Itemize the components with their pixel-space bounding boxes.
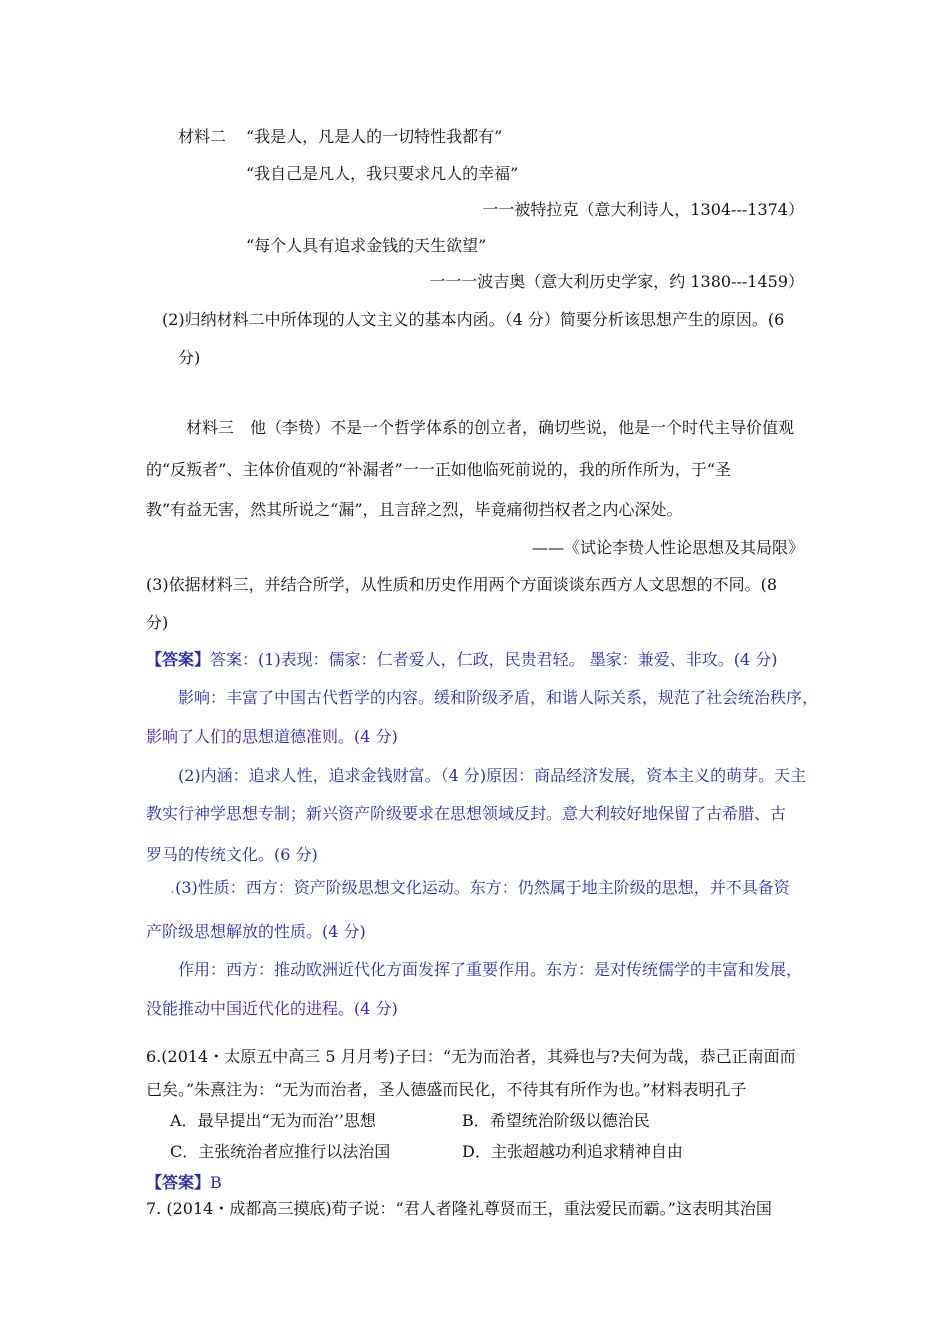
question6-line2: 已矣。”朱熹注为：“无为而治者，圣人德盛而民化，不待其有所作为也。”材料表明孔子 [146, 1080, 747, 1099]
answer-line5: 教实行神学思想专制；新兴资产阶级要求在思想领域反封。意大利较好地保留了古希腊、古 [146, 804, 787, 823]
answer-text: 答案：(1)表现：儒家：仁者爱人，仁政，民贵君轻。 墨家：兼爱、非攻。(4 分) [210, 650, 778, 669]
answer-line7: .(3)性质：西方：资产阶级思想文化运动。东方：仍然属于地主阶级的思想，并不具备资 [170, 878, 790, 897]
answer-tag: 【答案】 [146, 650, 211, 669]
answer-line3: 影响了人们的思想道德准则。(4 分) [146, 727, 398, 746]
question6-answer: 【答案】B [146, 1173, 222, 1192]
question3-line1: (3)依据材料三，并结合所学，从性质和历史作用两个方面谈谈东西方人文思想的不同。(8 [146, 575, 778, 594]
answer-line1 [146, 650, 778, 670]
question6-option-a: A．最早提出“无为而治’’思想 [170, 1111, 376, 1130]
question6-option-b: B．希望统治阶级以德治民 [462, 1111, 650, 1130]
question3-line2: 分) [146, 613, 169, 632]
material2-label: 材料二 [178, 127, 227, 146]
marker-dot-icon: . [170, 878, 176, 897]
answer-line2: 影响：丰富了中国古代哲学的内容。缓和阶级矛盾，和谐人际关系，规范了社会统治秩序， [178, 688, 819, 707]
material2-quote1: “我是人，凡是人的一切特性我都有” [246, 127, 503, 146]
material2-attribution2: 一一一波吉奥（意大利历史学家，约 1380---1459） [429, 272, 804, 291]
material3-line1: 材料三 他（李贽）不是一个哲学体系的创立者，确切些说，他是一个时代主导价值观 [186, 418, 795, 437]
material3-line3: 教”有益无害，然其所说之“漏”，且言辞之烈，毕竟痛彻挡权者之内心深处。 [146, 500, 683, 519]
material2-attribution1: 一一被特拉克（意大利诗人，1304---1374） [482, 200, 804, 219]
question6-option-d: D．主张超越功利追求精神自由 [462, 1142, 683, 1161]
material2-quote3: “每个人具有追求金钱的天生欲望” [246, 236, 487, 255]
question2-line1: (2)归纳材料二中所体现的人文主义的基本内函。（4 分）简要分析该思想产生的原因。(6 [162, 310, 785, 329]
answer-line6: 罗马的传统文化。(6 分) [146, 845, 318, 864]
answer-line10: 没能推动中国近代化的进程。(4 分) [146, 999, 398, 1018]
answer-line4: (2)内涵：追求人性，追求金钱财富。（4 分)原因：商品经济发展，资本主义的萌芽。天主 [178, 766, 807, 785]
answer-line8: 产阶级思想解放的性质。(4 分) [146, 922, 366, 941]
question2-line2: 分) [178, 348, 201, 367]
question6-line1: 6.(2014・太原五中高三 5 月月考)子曰：“无为而治者，其舜也与?夫何为哉，恭己正南面而 [146, 1047, 796, 1066]
question6-option-c: C．主张统治者应推行以法治国 [170, 1142, 391, 1161]
material3-source: ——《试论李贽人性论思想及其局限》 [531, 538, 804, 557]
answer-line9: 作用：西方：推动欧洲近代化方面发挥了重要作用。东方：是对传统儒学的丰富和发展， [178, 960, 803, 979]
material2-quote2: “我自己是凡人，我只要求凡人的幸福” [246, 164, 519, 183]
material3-line2: 的“反叛者”、主体价值观的“补漏者”一一正如他临死前说的，我的所作所为，于“圣 [146, 460, 731, 479]
question7-line1: 7. (2014・成都高三摸底)荀子说：“君人者隆礼尊贤而王，重法爱民而霸。”这表明其治国 [146, 1199, 772, 1218]
